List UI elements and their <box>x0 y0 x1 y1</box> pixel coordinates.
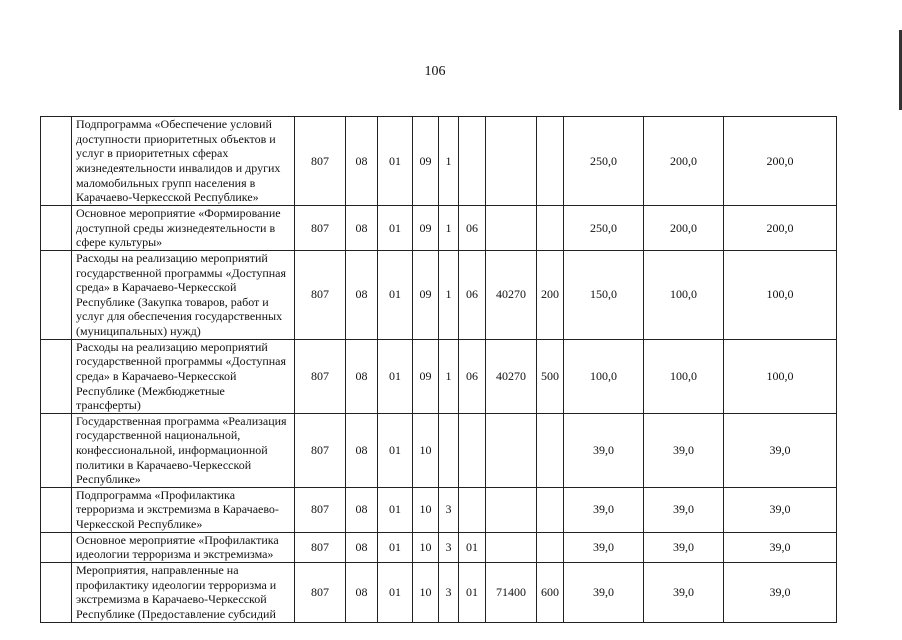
sum2-cell: 100,0 <box>644 250 724 339</box>
rz-cell: 08 <box>346 562 378 622</box>
vr-cell <box>537 532 564 562</box>
blank-cell <box>41 250 72 339</box>
rz-cell: 08 <box>346 339 378 413</box>
pr-cell: 01 <box>378 117 413 206</box>
cs4-cell <box>486 532 537 562</box>
blank-cell <box>41 413 72 487</box>
grbs-cell: 807 <box>295 413 346 487</box>
budget-table <box>40 116 837 623</box>
table-row <box>41 339 837 413</box>
table-row <box>41 117 837 206</box>
cs1-cell: 10 <box>413 487 439 532</box>
row-name: Основное мероприятие «Профилактика идеологии терроризма и экстремизма» <box>72 532 295 562</box>
pr-cell: 01 <box>378 206 413 251</box>
vr-cell: 200 <box>537 250 564 339</box>
blank-cell <box>41 487 72 532</box>
row-name: Подпрограмма «Профилактика терроризма и экстремизма в Карачаево-Черкесской Республике» <box>72 487 295 532</box>
pr-cell: 01 <box>378 532 413 562</box>
vr-cell <box>537 413 564 487</box>
sum1-cell: 39,0 <box>564 413 644 487</box>
pr-cell: 01 <box>378 413 413 487</box>
cs1-cell: 09 <box>413 339 439 413</box>
cs1-cell: 10 <box>413 562 439 622</box>
pr-cell: 01 <box>378 487 413 532</box>
row-name: Подпрограмма «Обеспечение условий доступности приоритетных объектов и услуг в приоритетных сферах жизнедеятельности инвалидов и других маломобильных групп населения в Карачаево-Черкесской Республике» <box>72 117 295 206</box>
cs4-cell <box>486 413 537 487</box>
vr-cell <box>537 117 564 206</box>
vr-cell: 500 <box>537 339 564 413</box>
cs4-cell: 40270 <box>486 250 537 339</box>
cs4-cell <box>486 206 537 251</box>
sum3-cell: 100,0 <box>724 250 837 339</box>
cs2-cell: 1 <box>439 250 459 339</box>
sum1-cell: 39,0 <box>564 562 644 622</box>
sum1-cell: 250,0 <box>564 117 644 206</box>
sum1-cell: 150,0 <box>564 250 644 339</box>
grbs-cell: 807 <box>295 250 346 339</box>
cs1-cell: 10 <box>413 413 439 487</box>
table-row <box>41 206 837 251</box>
pr-cell: 01 <box>378 339 413 413</box>
grbs-cell: 807 <box>295 487 346 532</box>
cs2-cell: 3 <box>439 532 459 562</box>
rz-cell: 08 <box>346 117 378 206</box>
cs3-cell: 01 <box>459 562 486 622</box>
grbs-cell: 807 <box>295 117 346 206</box>
blank-cell <box>41 206 72 251</box>
sum2-cell: 200,0 <box>644 206 724 251</box>
cs2-cell: 3 <box>439 562 459 622</box>
row-name: Расходы на реализацию мероприятий государственной программы «Доступная среда» в Карачаево-Черкесской Республике (Межбюджетные трансферты) <box>72 339 295 413</box>
grbs-cell: 807 <box>295 339 346 413</box>
pr-cell: 01 <box>378 250 413 339</box>
cs3-cell <box>459 413 486 487</box>
row-name: Основное мероприятие «Формирование доступной среды жизнедеятельности в сфере культуры» <box>72 206 295 251</box>
sum2-cell: 39,0 <box>644 413 724 487</box>
cs1-cell: 09 <box>413 117 439 206</box>
vr-cell <box>537 206 564 251</box>
sum3-cell: 39,0 <box>724 487 837 532</box>
sum2-cell: 39,0 <box>644 532 724 562</box>
sum3-cell: 200,0 <box>724 206 837 251</box>
sum3-cell: 100,0 <box>724 339 837 413</box>
cs4-cell <box>486 117 537 206</box>
rz-cell: 08 <box>346 250 378 339</box>
cs2-cell: 3 <box>439 487 459 532</box>
blank-cell <box>41 562 72 622</box>
sum1-cell: 100,0 <box>564 339 644 413</box>
sum3-cell: 200,0 <box>724 117 837 206</box>
sum3-cell: 39,0 <box>724 562 837 622</box>
cs3-cell: 01 <box>459 532 486 562</box>
cs2-cell <box>439 413 459 487</box>
sum1-cell: 39,0 <box>564 487 644 532</box>
table-row <box>41 532 837 562</box>
row-name: Расходы на реализацию мероприятий государственной программы «Доступная среда» в Карачаево-Черкесской Республике (Закупка товаров, работ и услуг для обеспечения государственных (муниципальных) нужд) <box>72 250 295 339</box>
cs1-cell: 09 <box>413 206 439 251</box>
cs3-cell: 06 <box>459 339 486 413</box>
cs2-cell: 1 <box>439 206 459 251</box>
table-row <box>41 487 837 532</box>
cs3-cell: 06 <box>459 206 486 251</box>
sum2-cell: 200,0 <box>644 117 724 206</box>
cs4-cell: 40270 <box>486 339 537 413</box>
row-name: Государственная программа «Реализация государственной национальной, конфессиональной, информационной политики в Карачаево-Черкесской Республике» <box>72 413 295 487</box>
table-row <box>41 413 837 487</box>
cs2-cell: 1 <box>439 339 459 413</box>
sum2-cell: 100,0 <box>644 339 724 413</box>
cs4-cell <box>486 487 537 532</box>
cs4-cell: 71400 <box>486 562 537 622</box>
pr-cell: 01 <box>378 562 413 622</box>
rz-cell: 08 <box>346 206 378 251</box>
sum3-cell: 39,0 <box>724 532 837 562</box>
blank-cell <box>41 532 72 562</box>
page-number: 106 <box>424 64 446 79</box>
rz-cell: 08 <box>346 532 378 562</box>
blank-cell <box>41 339 72 413</box>
rz-cell: 08 <box>346 487 378 532</box>
cs1-cell: 10 <box>413 532 439 562</box>
sum2-cell: 39,0 <box>644 487 724 532</box>
grbs-cell: 807 <box>295 206 346 251</box>
sum2-cell: 39,0 <box>644 562 724 622</box>
cs3-cell: 06 <box>459 250 486 339</box>
sum1-cell: 250,0 <box>564 206 644 251</box>
table-row <box>41 562 837 622</box>
vr-cell <box>537 487 564 532</box>
cs3-cell <box>459 487 486 532</box>
sum3-cell: 39,0 <box>724 413 837 487</box>
sum1-cell: 39,0 <box>564 532 644 562</box>
grbs-cell: 807 <box>295 562 346 622</box>
row-name: Мероприятия, направленные на профилактику идеологии терроризма и экстремизма в Карачаево-Черкесской Республике (Предоставление субсидий <box>72 562 295 622</box>
rz-cell: 08 <box>346 413 378 487</box>
cs2-cell: 1 <box>439 117 459 206</box>
table-row <box>41 250 837 339</box>
blank-cell <box>41 117 72 206</box>
cs3-cell <box>459 117 486 206</box>
cs1-cell: 09 <box>413 250 439 339</box>
grbs-cell: 807 <box>295 532 346 562</box>
vr-cell: 600 <box>537 562 564 622</box>
